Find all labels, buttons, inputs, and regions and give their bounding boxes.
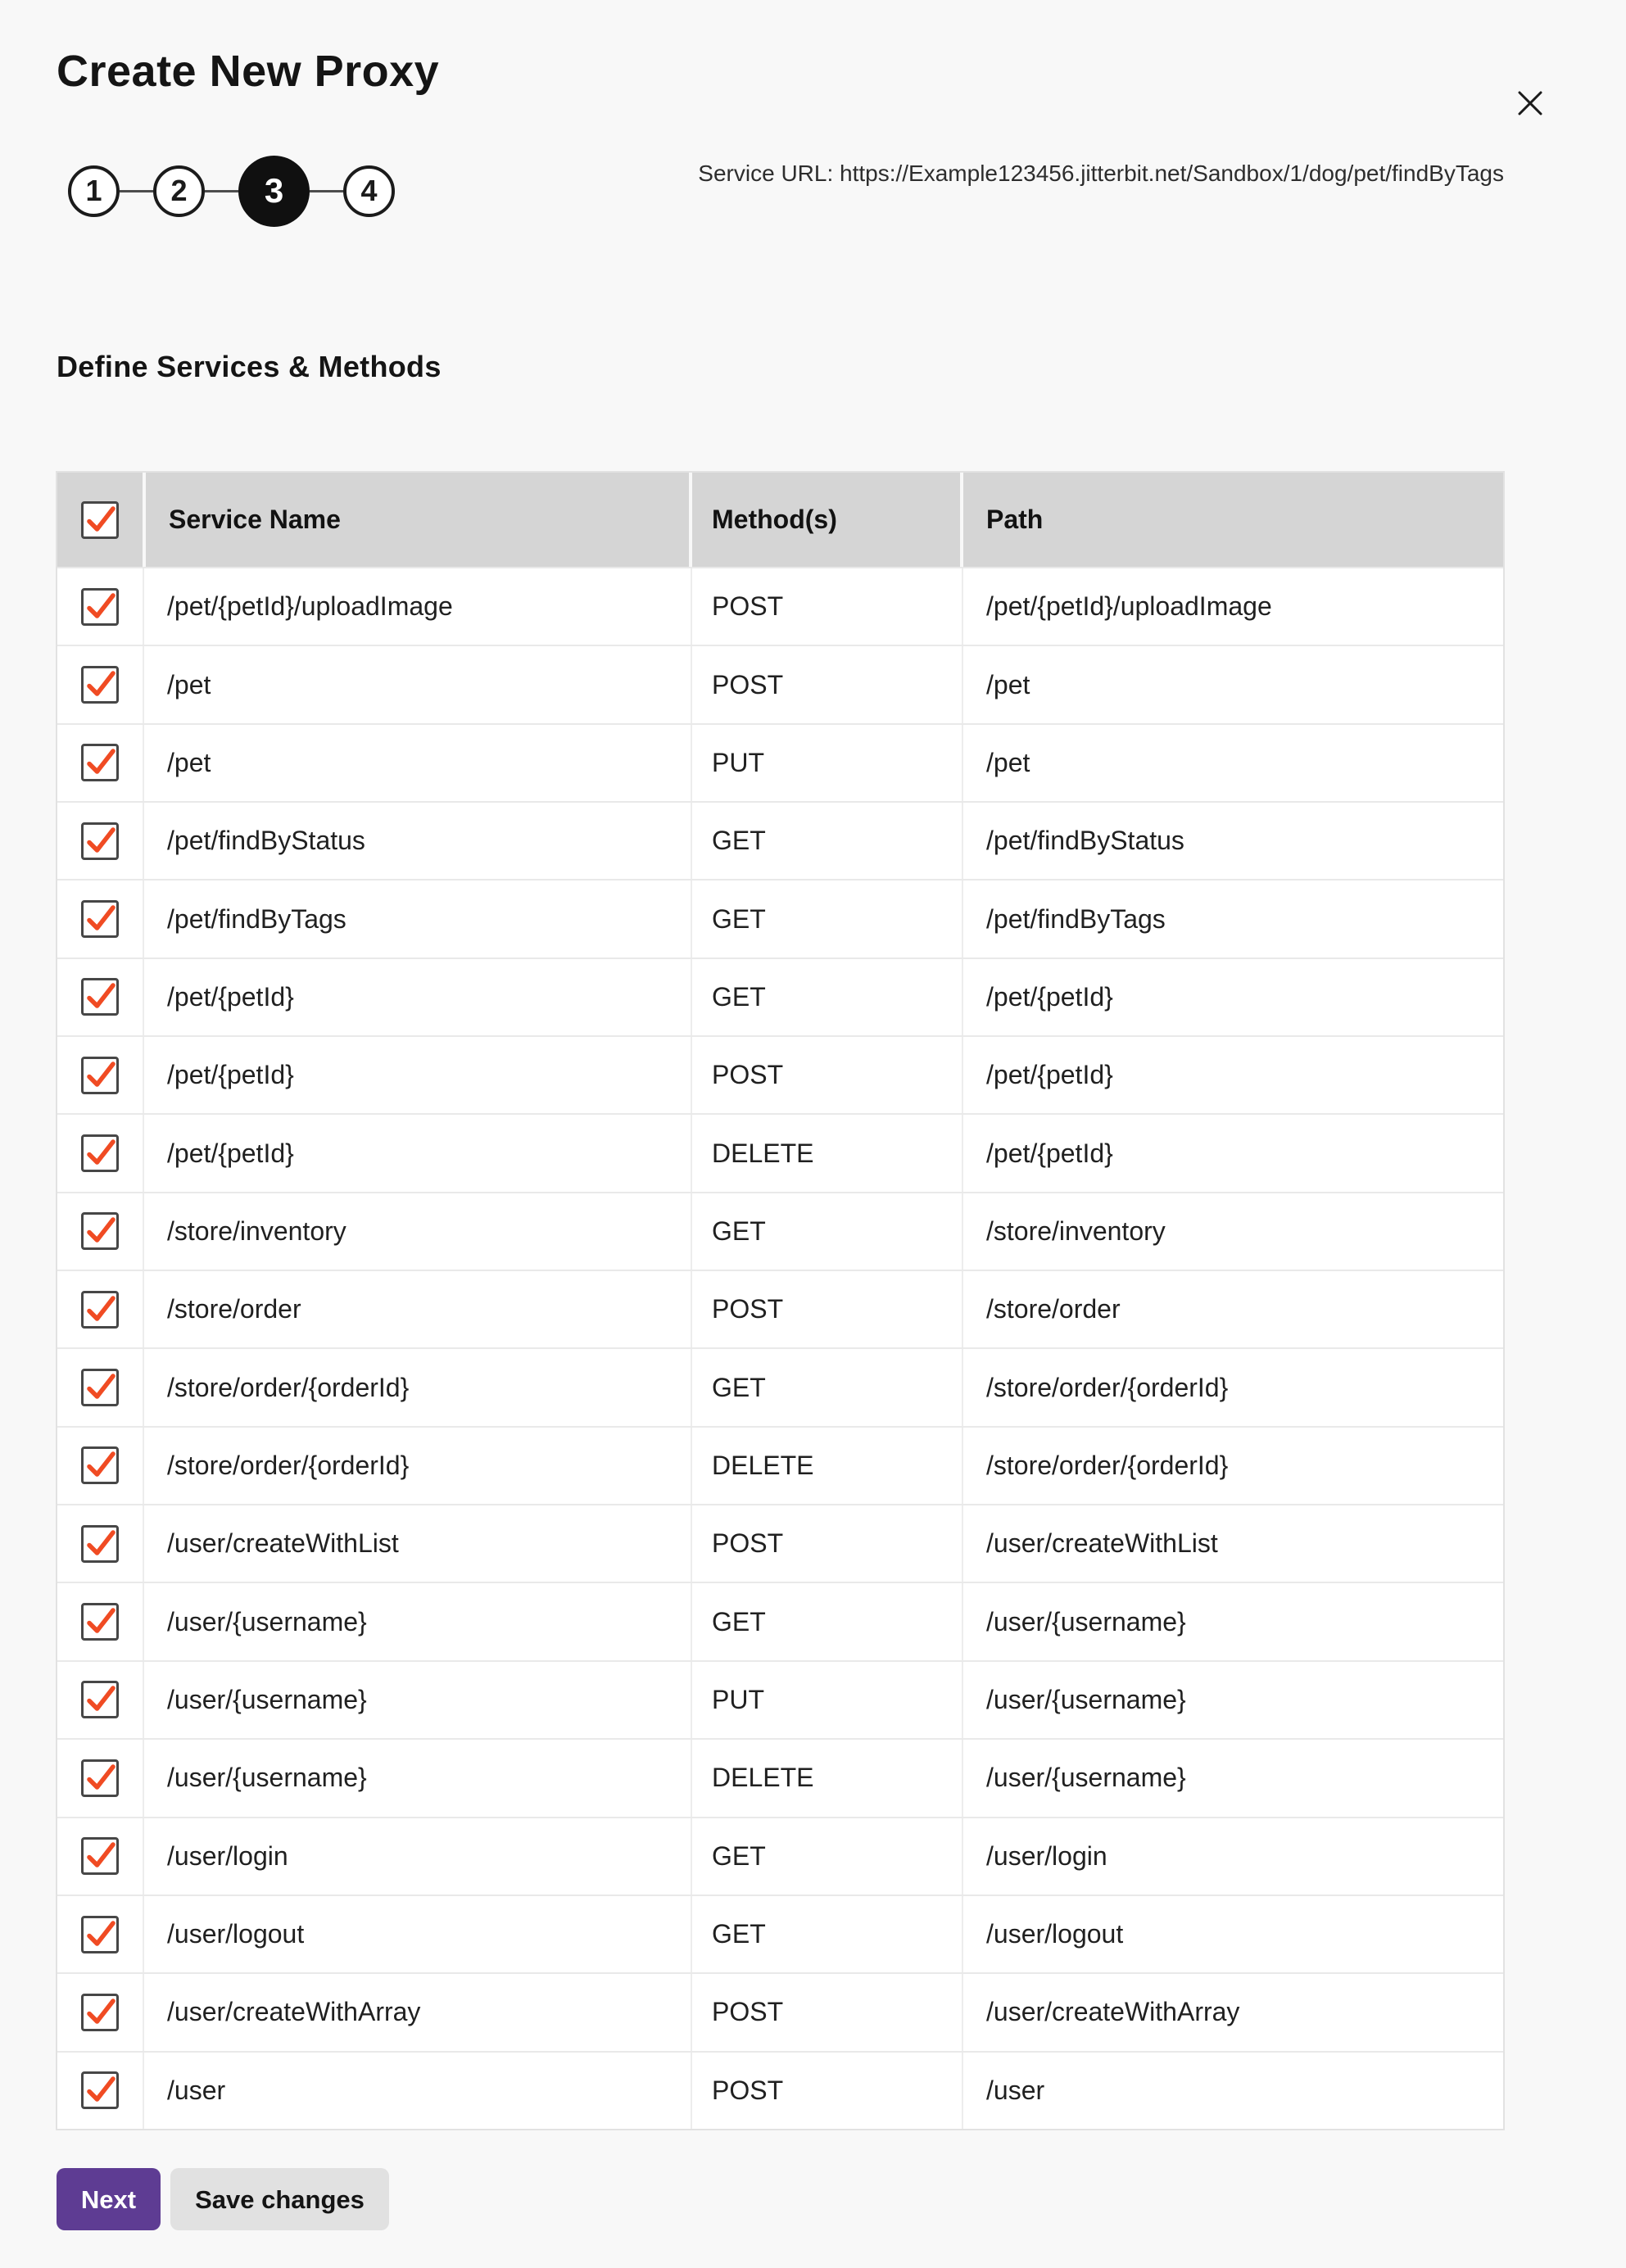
cell-method: POST: [691, 646, 962, 722]
cell-method: POST: [691, 2053, 962, 2129]
cell-path: /user/createWithList: [962, 1505, 1503, 1582]
cell-path: /user/{username}: [962, 1740, 1503, 1816]
row-checkbox-cell: [57, 1193, 143, 1270]
close-button[interactable]: [1512, 85, 1548, 121]
row-checkbox[interactable]: [81, 1134, 119, 1172]
row-checkbox-cell: [57, 646, 143, 722]
cell-method: POST: [691, 1271, 962, 1347]
services-table: [56, 471, 1505, 2130]
row-checkbox[interactable]: [81, 588, 119, 626]
cell-method: DELETE: [691, 1115, 962, 1191]
cell-path: /pet: [962, 725, 1503, 801]
row-checkbox-cell: [57, 803, 143, 879]
row-checkbox-cell: [57, 880, 143, 957]
cell-service-name: /user/createWithArray: [143, 1974, 691, 2050]
check-icon: [84, 1840, 116, 1872]
row-checkbox[interactable]: [81, 1994, 119, 2031]
cell-service-name: /user/logout: [143, 1896, 691, 1972]
cell-service-name: /pet: [143, 646, 691, 722]
row-checkbox-cell: [57, 1662, 143, 1738]
row-checkbox[interactable]: [81, 1212, 119, 1250]
row-checkbox-cell: [57, 1428, 143, 1504]
row-checkbox-cell: [57, 1037, 143, 1113]
row-checkbox[interactable]: [81, 1525, 119, 1563]
row-checkbox-cell: [57, 568, 143, 645]
row-checkbox[interactable]: [81, 666, 119, 704]
step-3-active[interactable]: 3: [238, 156, 310, 227]
check-icon: [84, 1996, 116, 2029]
cell-method: POST: [691, 568, 962, 645]
cell-path: /user/login: [962, 1818, 1503, 1895]
table-row: [57, 645, 1503, 722]
row-checkbox-cell: [57, 1271, 143, 1347]
row-checkbox[interactable]: [81, 1446, 119, 1484]
cell-path: /user/{username}: [962, 1583, 1503, 1659]
column-header-service-name: Service Name: [146, 473, 689, 567]
cell-path: /user/createWithArray: [962, 1974, 1503, 2050]
row-checkbox[interactable]: [81, 1916, 119, 1953]
cell-service-name: /pet/{petId}: [143, 1115, 691, 1191]
cell-path: /user: [962, 2053, 1503, 2129]
cell-path: /store/order/{orderId}: [962, 1428, 1503, 1504]
table-row: [57, 801, 1503, 879]
cell-path: /pet/findByStatus: [962, 803, 1503, 879]
row-checkbox-cell: [57, 725, 143, 801]
step-connector: [205, 190, 238, 192]
select-all-cell: [57, 473, 143, 567]
check-icon: [84, 1528, 116, 1560]
cell-method: GET: [691, 1349, 962, 1425]
row-checkbox[interactable]: [81, 1603, 119, 1641]
cell-method: GET: [691, 959, 962, 1035]
cell-service-name: /user/login: [143, 1818, 691, 1895]
table-row: [57, 1660, 1503, 1738]
table-row: [57, 1270, 1503, 1347]
cell-path: /store/inventory: [962, 1193, 1503, 1270]
row-checkbox[interactable]: [81, 900, 119, 938]
row-checkbox-cell: [57, 1740, 143, 1816]
table-row: [57, 1738, 1503, 1816]
check-icon: [84, 1605, 116, 1638]
table-body: [57, 567, 1503, 2129]
row-checkbox-cell: [57, 1818, 143, 1895]
cell-path: /user/logout: [962, 1896, 1503, 1972]
cell-method: GET: [691, 880, 962, 957]
check-icon: [84, 1449, 116, 1482]
check-icon: [84, 1137, 116, 1170]
table-row: [57, 1817, 1503, 1895]
step-connector: [310, 190, 343, 192]
step-4[interactable]: 4: [343, 165, 395, 217]
table-row: [57, 1035, 1503, 1113]
row-checkbox-cell: [57, 1583, 143, 1659]
cell-method: PUT: [691, 1662, 962, 1738]
cell-path: /store/order/{orderId}: [962, 1349, 1503, 1425]
column-header-methods: Method(s): [692, 473, 960, 567]
page-title: Create New Proxy: [57, 47, 440, 96]
cell-method: GET: [691, 1818, 962, 1895]
table-row: [57, 1347, 1503, 1425]
cell-path: /store/order: [962, 1271, 1503, 1347]
cell-method: PUT: [691, 725, 962, 801]
cell-method: GET: [691, 1583, 962, 1659]
cell-path: /pet/{petId}: [962, 1037, 1503, 1113]
cell-path: /pet/{petId}/uploadImage: [962, 568, 1503, 645]
row-checkbox[interactable]: [81, 1759, 119, 1797]
stepper: [68, 155, 395, 227]
table-header-row: [57, 473, 1503, 567]
cell-method: POST: [691, 1505, 962, 1582]
row-checkbox-cell: [57, 1115, 143, 1191]
cell-path: /pet/{petId}: [962, 1115, 1503, 1191]
check-icon: [84, 980, 116, 1013]
table-row: [57, 1192, 1503, 1270]
cell-service-name: /user/{username}: [143, 1583, 691, 1659]
save-changes-button[interactable]: Save changes: [170, 2168, 389, 2230]
step-connector: [120, 190, 153, 192]
cell-service-name: /user: [143, 2053, 691, 2129]
check-icon: [84, 668, 116, 701]
cell-service-name: /store/order/{orderId}: [143, 1349, 691, 1425]
cell-path: /user/{username}: [962, 1662, 1503, 1738]
cell-method: GET: [691, 1193, 962, 1270]
cell-service-name: /user/createWithList: [143, 1505, 691, 1582]
row-checkbox[interactable]: [81, 1837, 119, 1875]
row-checkbox[interactable]: [81, 1291, 119, 1329]
check-icon: [84, 1762, 116, 1795]
table-row: [57, 1972, 1503, 2050]
dialog-actions: [57, 2168, 389, 2230]
select-all-checkbox[interactable]: [81, 501, 119, 539]
cell-service-name: /store/order: [143, 1271, 691, 1347]
cell-service-name: /pet/findByTags: [143, 880, 691, 957]
row-checkbox-cell: [57, 1896, 143, 1972]
cell-service-name: /user/{username}: [143, 1740, 691, 1816]
check-icon: [84, 591, 116, 623]
table-row: [57, 1582, 1503, 1659]
row-checkbox-cell: [57, 2053, 143, 2129]
table-row: [57, 723, 1503, 801]
check-icon: [84, 1215, 116, 1247]
row-checkbox[interactable]: [81, 1369, 119, 1406]
row-checkbox[interactable]: [81, 1057, 119, 1094]
service-url-label: Service URL: https://Example123456.jitterbit.net/Sandbox/1/dog/pet/findByTags: [698, 161, 1504, 186]
table-row: [57, 1504, 1503, 1582]
cell-service-name: /user/{username}: [143, 1662, 691, 1738]
cell-method: POST: [691, 1037, 962, 1113]
row-checkbox[interactable]: [81, 744, 119, 781]
row-checkbox-cell: [57, 1349, 143, 1425]
row-checkbox-cell: [57, 1974, 143, 2050]
row-checkbox[interactable]: [81, 2071, 119, 2109]
cell-service-name: /pet/{petId}: [143, 959, 691, 1035]
cell-service-name: /pet/{petId}: [143, 1037, 691, 1113]
check-icon: [84, 903, 116, 935]
check-icon: [84, 1293, 116, 1326]
column-header-path: Path: [963, 473, 1503, 567]
cell-method: GET: [691, 803, 962, 879]
table-row: [57, 1113, 1503, 1191]
cell-method: DELETE: [691, 1428, 962, 1504]
close-icon: [1516, 89, 1544, 117]
next-button[interactable]: Next: [57, 2168, 161, 2230]
cell-path: /pet: [962, 646, 1503, 722]
check-icon: [84, 504, 116, 536]
table-row: [57, 957, 1503, 1035]
cell-service-name: /pet/findByStatus: [143, 803, 691, 879]
row-checkbox[interactable]: [81, 978, 119, 1016]
table-row: [57, 1895, 1503, 1972]
cell-path: /pet/findByTags: [962, 880, 1503, 957]
row-checkbox-cell: [57, 1505, 143, 1582]
cell-service-name: /pet/{petId}/uploadImage: [143, 568, 691, 645]
step-1[interactable]: 1: [68, 165, 120, 217]
cell-method: POST: [691, 1974, 962, 2050]
check-icon: [84, 1371, 116, 1404]
cell-service-name: /store/order/{orderId}: [143, 1428, 691, 1504]
section-heading: Define Services & Methods: [57, 350, 442, 383]
row-checkbox-cell: [57, 959, 143, 1035]
check-icon: [84, 1918, 116, 1951]
row-checkbox[interactable]: [81, 1681, 119, 1718]
cell-path: /pet/{petId}: [962, 959, 1503, 1035]
table-row: [57, 567, 1503, 645]
table-row: [57, 2051, 1503, 2129]
cell-service-name: /pet: [143, 725, 691, 801]
check-icon: [84, 746, 116, 779]
step-2[interactable]: 2: [153, 165, 205, 217]
check-icon: [84, 1683, 116, 1716]
row-checkbox[interactable]: [81, 822, 119, 860]
check-icon: [84, 1059, 116, 1092]
cell-method: DELETE: [691, 1740, 962, 1816]
check-icon: [84, 825, 116, 858]
table-row: [57, 1426, 1503, 1504]
cell-method: GET: [691, 1896, 962, 1972]
table-row: [57, 879, 1503, 957]
cell-service-name: /store/inventory: [143, 1193, 691, 1270]
check-icon: [84, 2074, 116, 2107]
